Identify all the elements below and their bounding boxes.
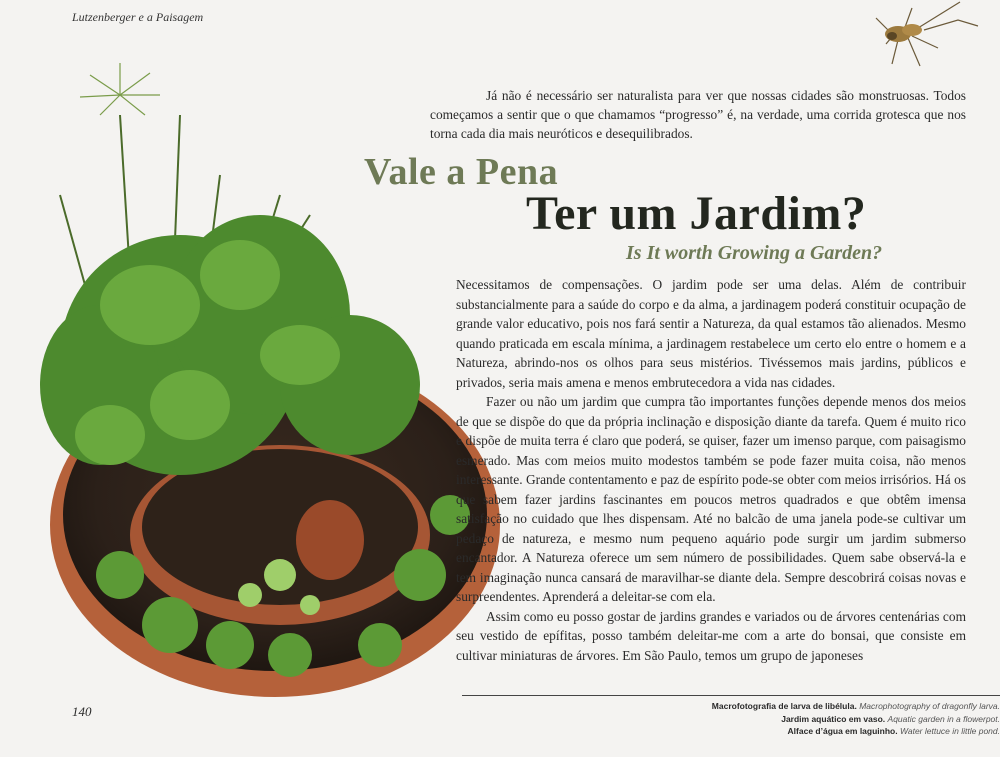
caption-divider	[462, 695, 1000, 696]
article-body	[456, 275, 966, 665]
intro-paragraph: Já não é necessário ser naturalista para ver que nossas cidades são monstruosas. Todos começamos a sentir que o que chamamos “progresso” é, na verdade, uma corrida grotesca que nos torna cada dia mais neuróticos e desequilibrados.	[430, 88, 966, 141]
caption-2	[460, 713, 1000, 726]
caption-1-en: Macrophotography of dragonfly larva.	[859, 701, 1000, 711]
caption-3-en: Water lettuce in little pond.	[899, 726, 1000, 736]
dragonfly-larva-image	[868, 0, 988, 80]
body-paragraph-2: Fazer ou não um jardim que cumpra tão importantes funções depende menos dos meios de que se dispõe do que da própria inclinação e disposição diante da tarefa. Quem é muito rico e dispõe de muita terra é claro que poderá, se quiser, fazer um imenso parque, com paisagismo esmerado. Mas com meios muito modestos também se pode fazer muita coisa, não menos interessante. Grande contentamento e paz de espírito pode-se obter com meios irrisórios. Há os que sabem fazer jardins fascinantes em poucos metros quadrados e que obtêm imensa satisfação no cuidado que lhes dispensam. Até no balcão de uma janela pode-se cultivar um pedaço de natureza, e mesmo num pequeno aquário pode surgir um jardim submerso encantador. A Natureza oferece um sem número de possibilidades. Quem sabe observá-la e tem imaginação nunca cansará de maravilhar-se diante dela. Sempre descobrirá coisas novas e surpreendentes. Aprenderá a deleitar-se com ela.	[456, 394, 966, 604]
caption-1-pt: Macrofotografia de larva de libélula.	[711, 701, 857, 711]
body-paragraph-3: Assim como eu posso gostar de jardins grandes e variados ou de árvores centenárias com seu vestido de epífitas, posso também deleitar-me com a arte do bonsai, que consiste em cultivar miniaturas de árvores. Em São Paulo, temos um grupo de japoneses	[456, 608, 966, 663]
subtitle-english: Is It worth Growing a Garden?	[626, 242, 883, 264]
caption-3	[460, 725, 1000, 738]
page-number: 140	[72, 704, 92, 719]
title-line-1: Vale a Pena	[364, 151, 559, 193]
caption-2-pt: Jardim aquático em vaso.	[781, 713, 886, 724]
caption-3-pt: Alface d’água em laguinho.	[787, 726, 898, 736]
body-paragraph-1: Necessitamos de compensações. O jardim pode ser uma delas. Além de contribuir substancialmente para a saúde do corpo e da alma, a jardinagem poderá constituir ocupação de grande valor educativo, pois nos fará sentir a Natureza, da qual estamos tão alienados. Mesmo quando praticada em escala mínima, a jardinagem restabelece um certo elo entre o homem e a Natureza, abrindo-nos os olhos para seus mistérios. Tivéssemos mais jardins, públicos e privados, seria mais amena e menos embrutecedora a vida nas cidades.	[456, 277, 966, 390]
caption-2-en: Aquatic garden in a flowerpot.	[887, 713, 1000, 724]
caption-1	[460, 700, 1000, 713]
running-head: Lutzenberger e a Paisagem	[72, 10, 204, 24]
captions	[460, 700, 1000, 738]
title-line-2: Ter um Jardim?	[526, 187, 867, 240]
